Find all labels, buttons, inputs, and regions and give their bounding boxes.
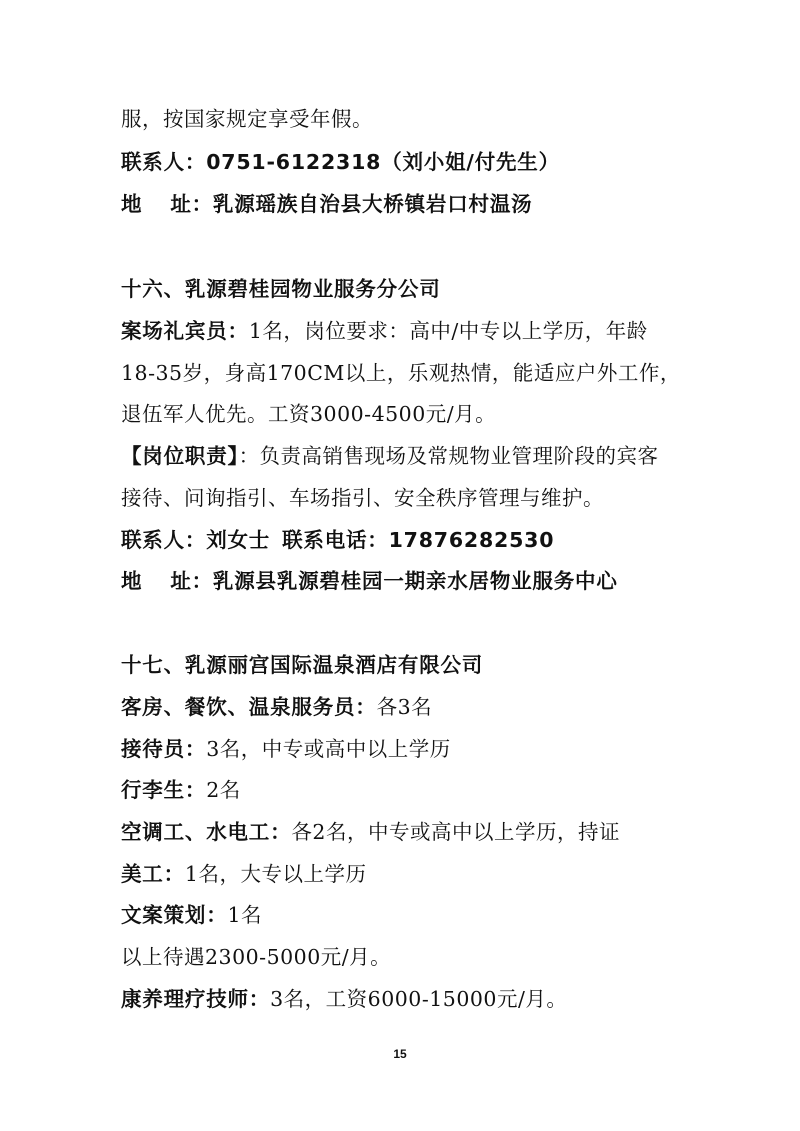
section17-salary-note: 以上待遇2300-5000元/月。: [121, 945, 392, 969]
section16-contact: 联系人：刘女士 联系电话：17876282530: [121, 528, 555, 552]
section17-row: 接待员：3名，中专或高中以上学历: [121, 737, 451, 761]
intro-continuation: 服，按国家规定享受年假。: [121, 107, 373, 131]
intro-contact: 联系人：0751-6122318（刘小姐/付先生）: [121, 150, 560, 174]
section17-row: 客房、餐饮、温泉服务员：各3名: [121, 695, 433, 719]
section17-therapist: 康养理疗技师：3名，工资6000-15000元/月。: [121, 987, 568, 1011]
section16-address: 地 址：乳源县乳源碧桂园一期亲水居物业服务中心: [121, 569, 618, 593]
section16-duty-line2: 接待、问询指引、车场指引、安全秩序管理与维护。: [121, 486, 604, 510]
section16-job-line3: 退伍军人优先。工资3000-4500元/月。: [121, 402, 497, 426]
section17-row: 空调工、水电工：各2名，中专或高中以上学历，持证: [121, 820, 620, 844]
section16-job-line1: 案场礼宾员：1名，岗位要求：高中/中专以上学历，年龄: [121, 319, 648, 343]
section17-row: 美工：1名，大专以上学历: [121, 862, 367, 886]
section17-row: 文案策划：1名: [121, 903, 263, 927]
intro-address: 地 址：乳源瑶族自治县大桥镇岩口村温汤: [121, 192, 533, 216]
section16-heading: 十六、乳源碧桂园物业服务分公司: [121, 277, 441, 301]
page-number: 15: [393, 1047, 407, 1061]
section17-row: 行李生：2名: [121, 778, 241, 802]
section16-job-line2: 18-35岁，身高170CM以上，乐观热情，能适应户外工作，: [121, 361, 681, 385]
section17-heading: 十七、乳源丽宫国际温泉酒店有限公司: [121, 653, 484, 677]
section16-duty-line1: 【岗位职责】：负责高销售现场及常规物业管理阶段的宾客: [121, 444, 659, 468]
